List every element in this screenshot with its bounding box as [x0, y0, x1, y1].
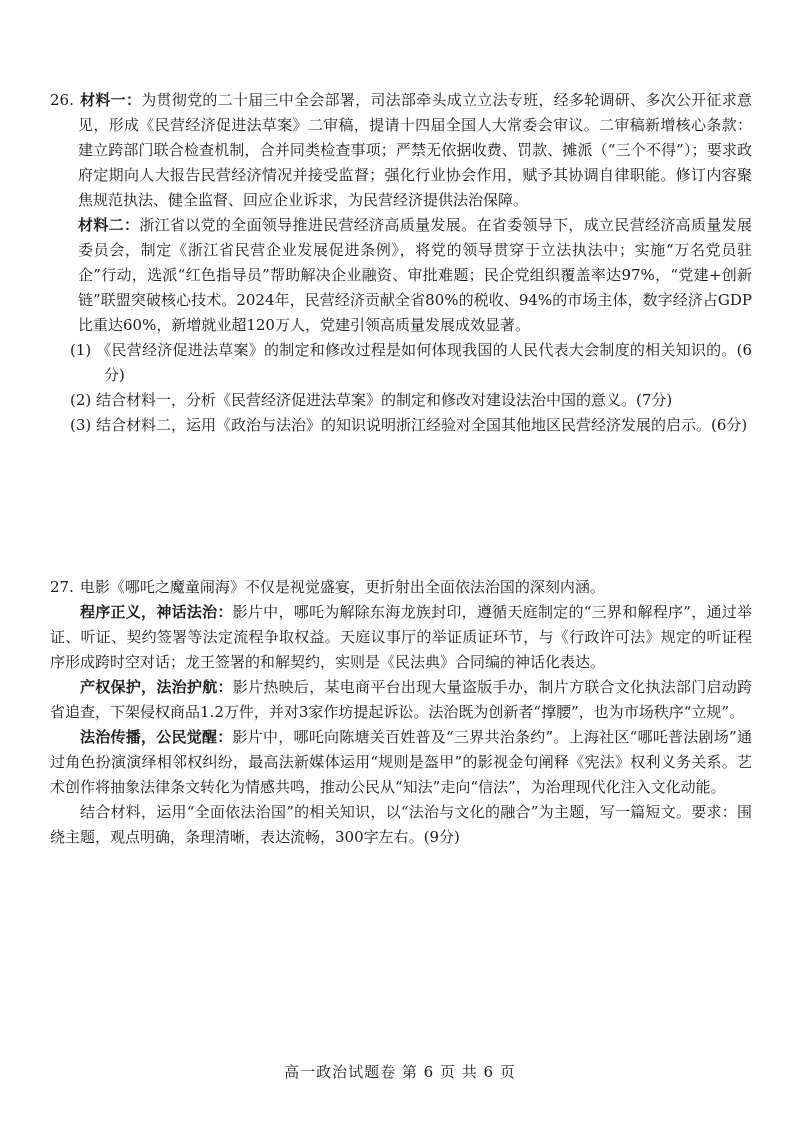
- q27-intro: [50, 575, 752, 600]
- sub-question-text: 结合材料一，分析《民营经济促进法草案》的制定和修改对建设法治中国的意义。(7分): [96, 391, 673, 409]
- section-label: 程序正义，神话法治：: [80, 603, 233, 621]
- sub-question-label: (1): [70, 341, 92, 359]
- sub-question-list: [50, 338, 752, 438]
- sub-question: [70, 388, 752, 413]
- sub-question-label: (3): [70, 416, 92, 434]
- sub-question-text: 《民营经济促进法草案》的制定和修改过程是如何体现我国的人民代表大会制度的相关知识的。(6分): [96, 341, 752, 384]
- question-27: [50, 575, 752, 850]
- sub-question-label: (2): [70, 391, 92, 409]
- section-text: 影片中，哪吒向陈塘关百姓普及“三界共治条约”。上海社区“哪吒普法剧场”通过角色扮演演绎相邻权纠纷，最高法新媒体运用“规则是盔甲”的影视金句阐释《宪法》权利义务关系。艺术创作将抽象法律条文转化为情感共鸣，推动公民从“知法”走向“信法”，为治理现代化注入文化动能。: [50, 728, 752, 796]
- section-label: 产权保护，法治护航：: [80, 678, 233, 696]
- page-footer: 高一政治试题卷 第 6 页 共 6 页: [284, 1063, 516, 1081]
- material-1-text: 为贯彻党的二十届三中全会部署，司法部牵头成立立法专班，经多轮调研、多次公开征求意见，形成《民营经济促进法草案》二审稿，提请十四届全国人大常委会审议。二审稿新增核心条款：建立跨部门联合检查机制，合并同类检查事项；严禁无依据收费、罚款、摊派（“三个不得”）；要求政府定期向人大报告民营经济情况并接受监督；强化行业协会作用，赋予其协调自律职能。修订内容聚焦规范执法、健全监督、回应企业诉求，为民营经济提供法治保障。: [78, 91, 752, 209]
- material-2-label: 材料二：: [78, 216, 140, 234]
- question-26: [50, 88, 752, 438]
- section-text: 影片热映后，某电商平台出现大量盗版手办，制片方联合文化执法部门启动跨省追查，下架侵权商品1.2万件，并对3家作坊提起诉讼。法治既为创新者“撑腰”，也为市场秩序“立规”。: [50, 678, 752, 721]
- question-number: 27.: [50, 578, 74, 596]
- material-2-text: 浙江省以党的全面领导推进民营经济高质量发展。在省委领导下，成立民营经济高质量发展委员会，制定《浙江省民营企业发展促进条例》，将党的领导贯穿于立法执法中；实施“万名党员驻企”行动，选派“红色指导员”帮助解决企业融资、审批难题；民企党组织覆盖率达97%，“党建+创新链”联盟突破核心技术。2024年，民营经济贡献全省80%的税收、94%的市场主体，数字经济占GDP比重达60%，新增就业超120万人，党建引领高质量发展成效显著。: [78, 216, 752, 334]
- section-label: 法治传播，公民觉醒：: [80, 728, 233, 746]
- question-number: 26.: [50, 91, 74, 109]
- sub-question-text: 结合材料二，运用《政治与法治》的知识说明浙江经验对全国其他地区民营经济发展的启示。(6分): [96, 416, 748, 434]
- sub-question: [70, 338, 752, 388]
- material-2: [50, 213, 752, 338]
- q27-task: 结合材料，运用“全面依法治国”的相关知识，以“法治与文化的融合”为主题，写一篇短文。要求：围绕主题，观点明确，条理清晰，表达流畅，300字左右。(9分): [50, 803, 752, 846]
- section-text: 影片中，哪吒为解除东海龙族封印，遵循天庭制定的“三界和解程序”，通过举证、听证、契约签署等法定流程争取权益。天庭议事厅的举证质证环节，与《行政许可法》规定的听证程序形成跨时空对话；龙王签署的和解契约，实则是《民法典》合同编的神话化表达。: [50, 603, 752, 671]
- material-1-label: 材料一：: [79, 91, 142, 109]
- sub-question: [70, 413, 752, 438]
- q27-section: [50, 725, 752, 800]
- material-1: [50, 88, 752, 213]
- q27-section: [50, 600, 752, 675]
- q27-intro-text: 电影《哪吒之魔童闹海》不仅是视觉盛宴，更折射出全面依法治国的深刻内涵。: [79, 578, 605, 596]
- q27-section: [50, 675, 752, 725]
